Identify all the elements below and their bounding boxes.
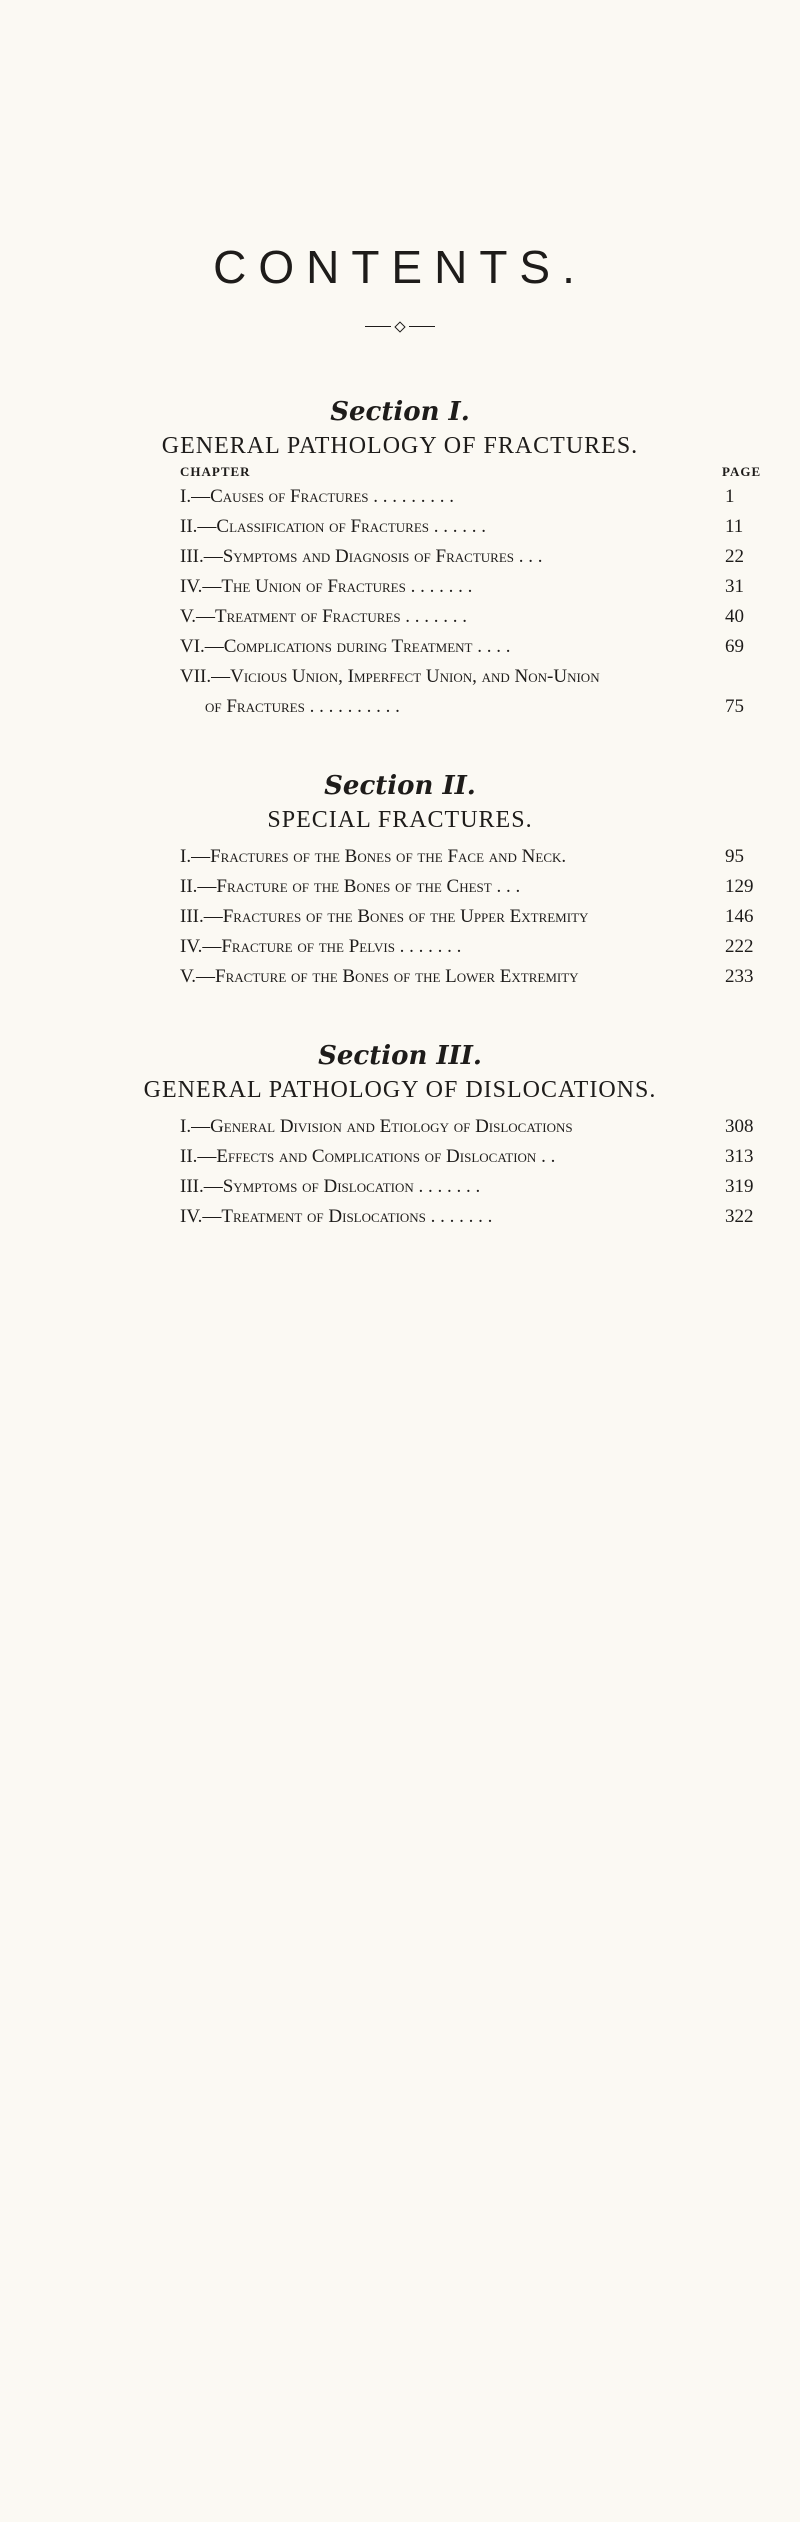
toc-entry[interactable]: [180, 902, 770, 932]
page-column-header: PAGE: [722, 464, 762, 479]
chapter-column-header: CHAPTER: [180, 464, 251, 479]
entry-label: V.—Fracture of the Bones of the Lower Extremity: [180, 966, 579, 987]
section-title: GENERAL PATHOLOGY OF FRACTURES.: [161, 433, 639, 459]
page-title: CONTENTS.: [213, 241, 587, 293]
entry-label: I.—General Division and Etiology of Dislocations: [180, 1116, 573, 1137]
entry-page: 233: [725, 966, 754, 987]
entry-label: of Fractures . . . . . . . . . .: [205, 696, 400, 717]
toc-entry[interactable]: [180, 1142, 770, 1172]
entry-label: I.—Fractures of the Bones of the Face and Neck.: [180, 846, 567, 867]
entry-page: 11: [725, 516, 744, 537]
section-heading: Section I.: [330, 397, 470, 427]
toc-entry-continuation[interactable]: [205, 692, 770, 722]
entry-label: III.—Symptoms and Diagnosis of Fractures . . .: [180, 546, 543, 567]
entry-page: 222: [725, 936, 754, 957]
toc-entry[interactable]: [180, 512, 770, 542]
entry-label: II.—Effects and Complications of Dislocation . .: [180, 1146, 556, 1167]
toc-entry[interactable]: [180, 542, 770, 572]
entry-page: 308: [725, 1116, 754, 1137]
entry-page: 313: [725, 1146, 754, 1167]
ornament-diamond-icon: [394, 321, 405, 332]
toc-entry[interactable]: [180, 932, 770, 962]
entry-page: 75: [725, 696, 744, 717]
entry-page: 69: [725, 636, 744, 657]
entry-label: VI.—Complications during Treatment . . . .: [180, 636, 511, 657]
entry-page: 95: [725, 846, 744, 867]
toc-entry[interactable]: [180, 602, 770, 632]
section-title: SPECIAL FRACTURES.: [267, 807, 533, 833]
toc-entry[interactable]: [180, 1202, 770, 1232]
column-headers: [0, 462, 800, 482]
entry-label: II.—Fracture of the Bones of the Chest . . .: [180, 876, 521, 897]
toc-entry[interactable]: [180, 632, 770, 662]
entry-label: IV.—Fracture of the Pelvis . . . . . . .: [180, 936, 462, 957]
entry-page: 22: [725, 546, 744, 567]
toc-entry[interactable]: [180, 962, 770, 992]
entry-page: 322: [725, 1206, 754, 1227]
entry-label: I.—Causes of Fractures . . . . . . . . .: [180, 486, 455, 507]
entry-label: V.—Treatment of Fractures . . . . . . .: [180, 606, 468, 627]
toc-entry[interactable]: [180, 572, 770, 602]
ornament-divider: [365, 324, 435, 330]
toc-entry[interactable]: [180, 1112, 770, 1142]
entry-label: IV.—The Union of Fractures . . . . . . .: [180, 576, 473, 597]
entry-page: 31: [725, 576, 744, 597]
entry-page: 1: [725, 486, 735, 507]
entry-page: 129: [725, 876, 754, 897]
section-title: GENERAL PATHOLOGY OF DISLOCATIONS.: [143, 1077, 657, 1103]
ornament-line-left: [365, 326, 391, 327]
section-heading: Section III.: [318, 1041, 482, 1071]
entry-label: II.—Classification of Fractures . . . . . .: [180, 516, 487, 537]
toc-entry[interactable]: [180, 482, 770, 512]
section-3: [0, 1038, 800, 1106]
entry-label: IV.—Treatment of Dislocations . . . . . . .: [180, 1206, 493, 1227]
ornament-line-right: [409, 326, 435, 327]
entry-label: III.—Fractures of the Bones of the Upper Extremity: [180, 906, 589, 927]
section-1: [0, 394, 800, 482]
entry-page: 40: [725, 606, 744, 627]
toc-entry[interactable]: [180, 1172, 770, 1202]
entry-label: VII.—Vicious Union, Imperfect Union, and Non-Union: [180, 666, 600, 687]
toc-entry[interactable]: [180, 662, 770, 692]
entry-page: 146: [725, 906, 754, 927]
toc-entry[interactable]: [180, 872, 770, 902]
section-heading: Section II.: [324, 771, 476, 801]
section-2: [0, 768, 800, 836]
entry-page: 319: [725, 1176, 754, 1197]
entry-label: III.—Symptoms of Dislocation . . . . . . .: [180, 1176, 481, 1197]
toc-entry[interactable]: [180, 842, 770, 872]
